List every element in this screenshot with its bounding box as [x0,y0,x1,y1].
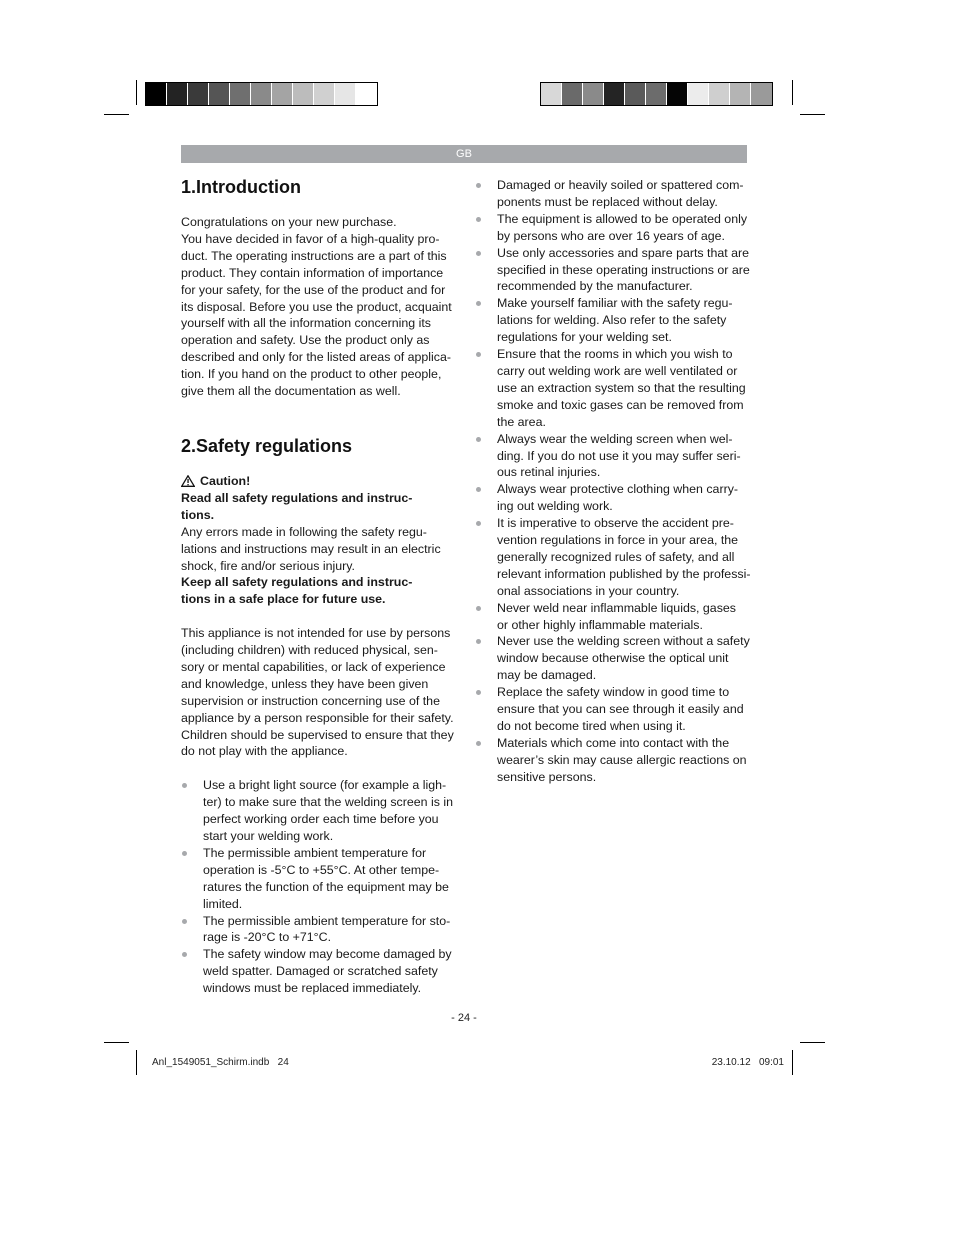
text-line: (including children) with reduced physical, sen- [181,643,438,658]
text-line: do not play with the appliance. [181,744,348,759]
text-line: product. They contain information of importance [181,265,444,280]
text-line: Make yourself familiar with the safety regu- [497,296,733,311]
list-item [475,481,755,515]
text-line: lations for welding. Also refer to the safety [497,313,727,328]
text-line: weld spatter. Damaged or scratched safety [203,964,438,979]
introduction-text [181,214,461,400]
crop-mark [136,80,137,105]
text-line: start your welding work. [203,829,334,843]
list-item [475,245,755,296]
text-line: supervision or instruction concerning use of the [181,693,440,708]
text-line: windows must be replaced immediately. [203,981,422,996]
color-swatch [604,83,625,105]
text-line: Use only accessories and spare parts that are [497,245,750,260]
color-swatch [356,83,377,105]
caution-title: Caution! [200,474,251,488]
text-line: sensitive persons. [497,769,597,784]
text-line: window because otherwise the optical unit [497,651,729,666]
section-heading-safety-regulations: 2.Safety regulations [181,436,353,456]
text-line: wearer’s skin may cause allergic reactions on [497,752,747,767]
text-line: Always wear the welding screen when wel- [497,431,733,446]
list-item [475,177,755,211]
text-line: Any errors made in following the safety regu- [181,524,427,539]
color-swatch [541,83,562,105]
text-line: Ensure that the rooms in which you wish to [497,347,733,362]
text-line: tions in a safe place for future use. [181,592,386,607]
text-line: limited. [203,896,243,911]
color-swatch [751,83,772,105]
text-line: generally recognized rules of safety, and all [497,549,735,564]
list-item [475,346,755,431]
text-line: The permissible ambient temperature for [203,845,427,860]
list-item [475,735,755,786]
text-line: Read all safety regulations and instruc- [181,490,413,505]
list-item [181,946,463,997]
text-line: may be damaged. [497,668,597,683]
text-line: Congratulations on your new purchase. [181,215,397,229]
list-item [475,600,755,634]
text-line: yourself with all the information concerning its [181,316,431,331]
text-line: Replace the safety window in good time to [497,685,730,700]
color-swatch [167,83,188,105]
color-swatch [230,83,251,105]
list-item [475,431,755,482]
spacer [181,608,463,625]
crop-mark [104,1042,129,1043]
text-line: perfect working order each time before you [203,812,439,827]
crop-mark [136,1050,137,1075]
safety-bullet-list-left [181,777,463,997]
text-line: shock, fire and/or serious injury. [181,558,356,573]
text-line: tion. If you hand on the product to other people, [181,367,442,382]
text-line: Children should be supervised to ensure that they [181,727,454,742]
text-line: or other highly inflammable materials. [497,617,703,632]
list-item [181,845,463,913]
text-line: Never weld near inflammable liquids, gases [497,600,736,615]
text-line: lations and instructions may result in an electric [181,541,441,556]
text-line: Always wear protective clothing when carry- [497,482,739,497]
color-swatch [625,83,646,105]
text-line: the area. [497,414,546,429]
color-swatch [272,83,293,105]
crop-mark [800,114,825,115]
footer-file-name: Anl_1549051_Schirm.indb 24 [152,1057,289,1068]
crop-mark [792,80,793,105]
text-line: Keep all safety regulations and instruc- [181,575,413,590]
crop-mark [104,114,129,115]
color-swatch [730,83,751,105]
text-line: Use a bright light source (for example a ligh- [203,778,447,793]
text-line: ratures the function of the equipment may be [203,879,449,894]
text-line: Never use the welding screen without a safety [497,634,750,649]
text-line: smoke and toxic gases can be removed from [497,397,744,412]
language-code: GB [456,148,472,160]
color-swatch [188,83,209,105]
text-line: This appliance is not intended for use by persons [181,626,451,641]
list-item [475,295,755,346]
text-line: carry out welding work are well ventilated or [497,363,738,378]
text-line: onal associations in your country. [497,583,680,598]
text-line: and knowledge, unless they have been given [181,676,429,691]
color-swatch [562,83,583,105]
text-line: ing out welding work. [497,499,613,514]
caution-line [181,473,463,490]
safety-bullet-list-right [475,177,755,786]
text-line: vention regulations in force in your area, the [497,533,739,548]
color-swatch [688,83,709,105]
text-line: by persons who are over 16 years of age. [497,228,725,243]
text-line: ponents must be replaced without delay. [497,194,718,209]
crop-mark [800,1042,825,1043]
text-line: duct. The operating instructions are a part of this [181,248,447,263]
text-line: for your safety, for the use of the product and for [181,282,446,297]
color-swatch [146,83,167,105]
text-line: Materials which come into contact with the [497,735,730,750]
list-item [475,684,755,735]
color-swatch [667,83,688,105]
color-swatch [646,83,667,105]
warning-triangle-icon [181,475,195,487]
safety-text-left [181,473,463,997]
text-line: rage is -20°C to +71°C. [203,930,332,945]
text-line: operation is -5°C to +55°C. At other tempe- [203,862,440,877]
safety-text-right [475,177,755,786]
text-line: It is imperative to observe the accident pre- [497,516,734,531]
text-line: use an extraction system so that the resulting [497,380,746,395]
color-swatch [251,83,272,105]
text-line: described and only for the listed areas of applica- [181,350,451,365]
text-line: specified in these operating instructions or are [497,262,750,277]
color-swatch [293,83,314,105]
color-calibration-bar-right [540,82,773,106]
text-line: sory or mental capabilities, or lack of experience [181,659,446,674]
color-swatch [335,83,356,105]
page-number: - 24 - [451,1012,477,1024]
text-line: operation and safety. Use the product only as [181,333,430,348]
color-swatch [209,83,230,105]
text-line: regulations for your welding set. [497,330,672,345]
text-line: give them all the documentation as well. [181,384,401,399]
footer-date: 23.10.12 09:01 [711,1057,784,1068]
text-line: recommended by the manufacturer. [497,279,693,294]
text-line: appliance by a person responsible for their safety. [181,710,454,725]
text-line: Damaged or heavily soiled or spattered com- [497,178,744,192]
color-calibration-bar-left [145,82,378,106]
crop-mark [792,1050,793,1075]
text-line: ous retinal injuries. [497,465,601,480]
text-line: relevant information published by the professi- [497,566,751,581]
list-item [475,515,755,600]
text-line: The safety window may become damaged by [203,947,452,962]
text-line: You have decided in favor of a high-quality pro- [181,231,440,246]
text-line: its disposal. Before you use the product, acquaint [181,299,452,314]
list-item [181,777,463,845]
text-line: The equipment is allowed to be operated only [497,211,748,226]
text-line: The permissible ambient temperature for sto- [203,913,451,928]
color-swatch [314,83,335,105]
list-item [475,633,755,684]
list-item [181,913,463,947]
spacer [181,760,463,777]
text-line: tions. [181,507,215,522]
color-swatch [709,83,730,105]
section-heading-introduction: 1.Introduction [181,177,301,197]
text-line: do not become tired when using it. [497,719,686,733]
color-swatch [583,83,604,105]
text-line: ensure that you can see through it easily and [497,702,744,717]
text-line: ding. If you do not use it you may suffer seri- [497,448,741,463]
text-line: ter) to make sure that the welding screen is in [203,795,453,810]
language-header-bar [181,145,747,163]
list-item [475,211,755,245]
